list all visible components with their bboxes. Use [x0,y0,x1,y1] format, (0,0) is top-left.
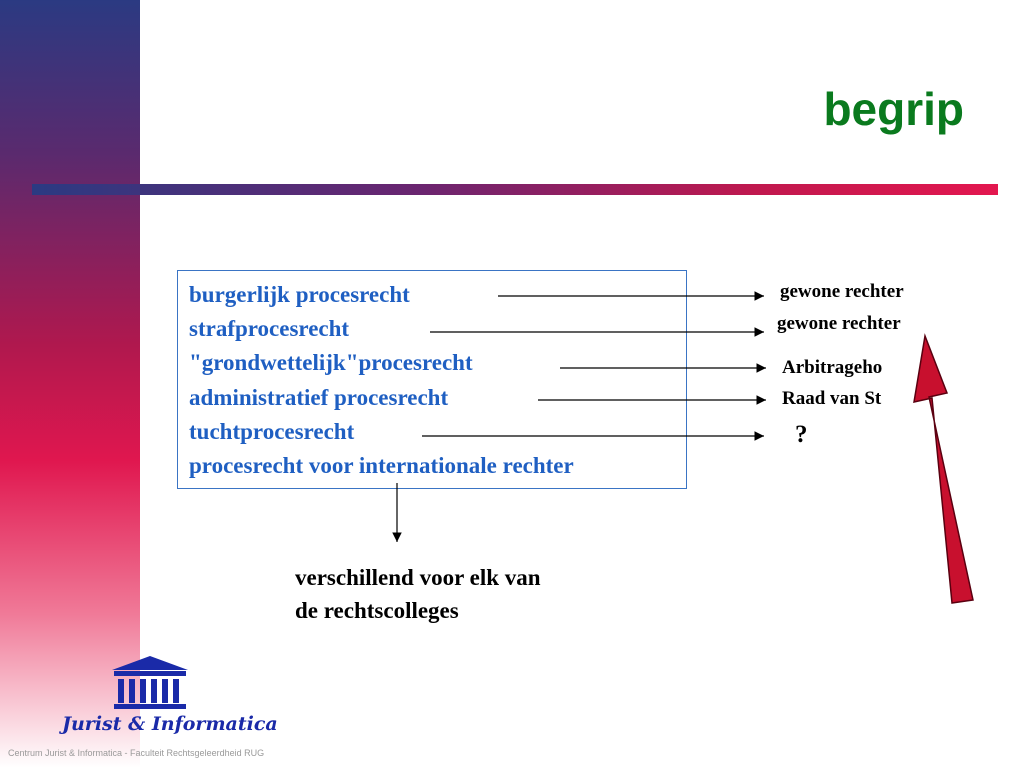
target-arbitragehof: Arbitrageho [782,357,883,378]
target-gewone-rechter-2: gewone rechter [777,313,901,334]
note-line-2: de rechtscolleges [295,598,459,623]
target-gewone-rechter-1: gewone rechter [780,281,904,302]
note-line-1: verschillend voor elk van [295,565,541,590]
item-grondwettelijk-procesrecht: "grondwettelijk"procesrecht [189,350,473,375]
item-internationale-rechter: procesrecht voor internationale rechter [189,453,574,478]
big-red-arrow [914,336,973,603]
footer-text: Centrum Jurist & Informatica - Faculteit Rechtsgeleerdheid RUG [8,748,265,758]
slide-title: begrip [823,83,964,135]
item-strafprocesrecht: strafprocesrecht [189,316,350,341]
target-question-mark: ? [795,421,808,448]
item-tuchtprocesrecht: tuchtprocesrecht [189,419,355,444]
logo-text: Jurist & Informatica [62,713,278,735]
target-raad-van-state: Raad van St [782,388,882,409]
item-administratief-procesrecht: administratief procesrecht [189,385,449,410]
item-burgerlijk-procesrecht: burgerlijk procesrecht [189,282,410,307]
